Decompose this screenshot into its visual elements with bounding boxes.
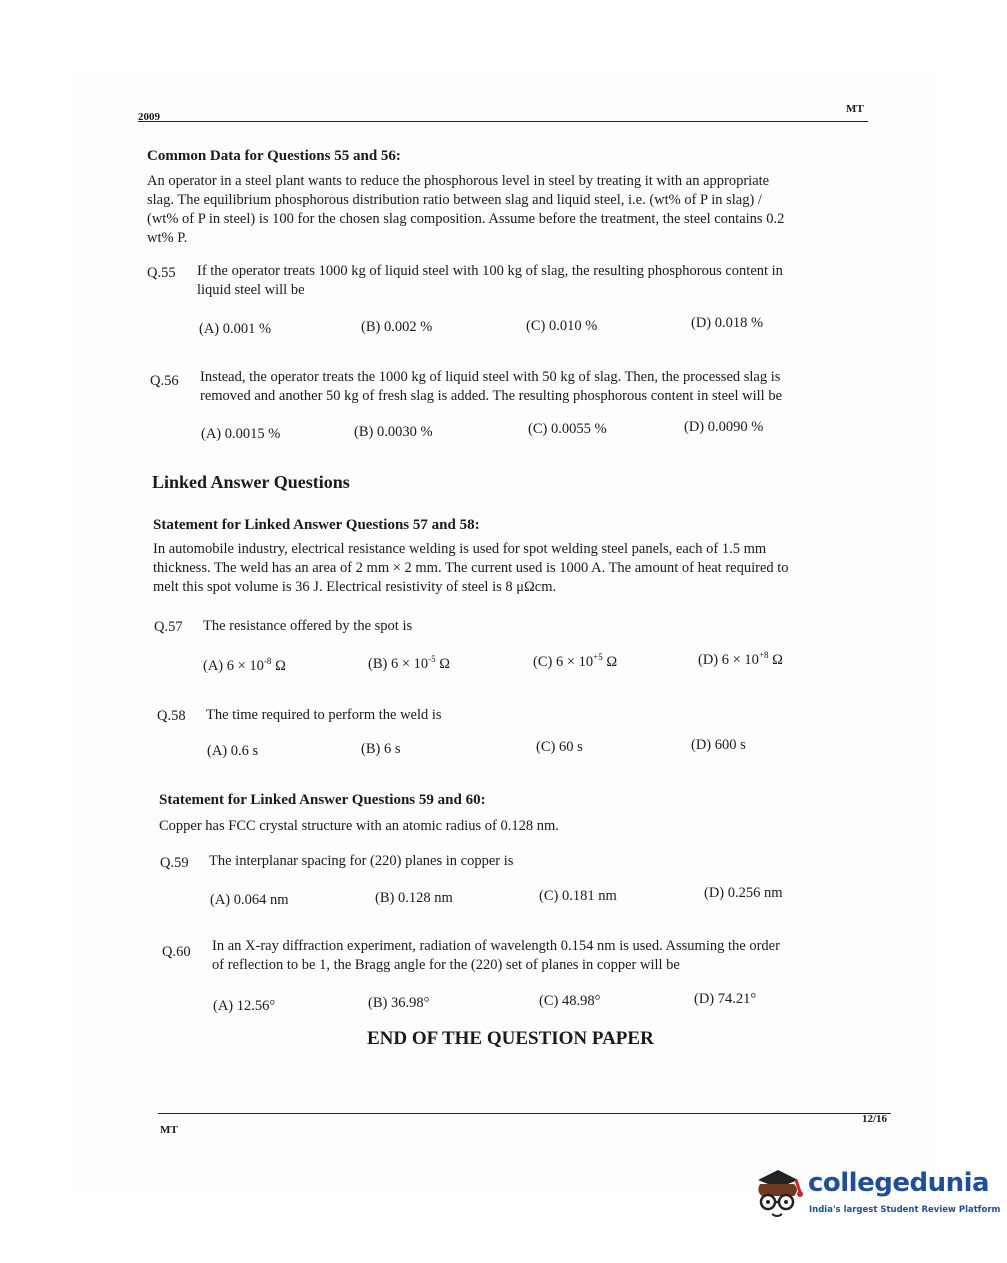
option-a: (A) 0.001 %: [199, 321, 272, 337]
para-line: (wt% of P in steel) is 100 for the chosen slag composition. Assume before the treatment, the steel contains 0.2: [147, 211, 785, 227]
option-unit: Ω: [768, 651, 783, 668]
option-a: (A) 0.6 s: [207, 743, 259, 759]
para-line: In automobile industry, electrical resistance welding is used for spot welding steel panels, each of 1.5 mm: [153, 541, 767, 557]
common-data-heading: Common Data for Questions 55 and 56:: [147, 148, 401, 164]
statement-59-60-heading: Statement for Linked Answer Questions 59 and 60:: [159, 792, 486, 808]
option-exponent: +5: [593, 652, 603, 662]
option-base: (C) 6 × 10: [533, 653, 594, 670]
option-c: (C) 60 s: [536, 739, 583, 755]
question-text: [200, 368, 875, 406]
para-line: melt this spot volume is 36 J. Electrical resistivity of steel is 8 μΩcm.: [153, 579, 557, 595]
option-d: [698, 650, 783, 669]
option-base: (B) 6 × 10: [368, 655, 429, 672]
statement-59-60-paragraph: Copper has FCC crystal structure with an atomic radius of 0.128 nm.: [159, 818, 559, 834]
question-text: The time required to perform the weld is: [206, 707, 442, 723]
question-text: [212, 937, 872, 975]
header-code: MT: [846, 103, 864, 115]
logo-tagline: India's largest Student Review Platform: [809, 1205, 1001, 1215]
option-b: (B) 0.0030 %: [354, 424, 433, 440]
common-data-paragraph: [147, 172, 867, 248]
option-b: (B) 6 s: [361, 741, 401, 757]
question-line: removed and another 50 kg of fresh slag is added. The resulting phosphorous content in steel will be: [200, 388, 783, 404]
option-base: (A) 6 × 10: [203, 657, 264, 674]
question-number: Q.57: [154, 619, 183, 635]
statement-57-58-paragraph: [153, 540, 873, 597]
option-unit: Ω: [271, 657, 286, 674]
para-line: wt% P.: [147, 230, 188, 246]
question-number: Q.55: [147, 265, 176, 281]
option-c: (C) 48.98°: [539, 993, 601, 1009]
option-unit: Ω: [435, 655, 451, 672]
option-a: (A) 0.064 nm: [210, 892, 289, 908]
option-exponent: -8: [263, 656, 272, 666]
option-exponent: +8: [758, 650, 769, 660]
option-b: [368, 654, 450, 673]
option-d: (D) 0.256 nm: [704, 885, 783, 901]
statement-57-58-heading: Statement for Linked Answer Questions 57 and 58:: [153, 517, 480, 533]
header-rule: [138, 121, 868, 122]
para-line: slag. The equilibrium phosphorous distribution ratio between slag and liquid steel, i.e. (wt% of P in slag) /: [147, 192, 762, 208]
option-c: [533, 652, 617, 671]
footer-rule: [158, 1113, 891, 1114]
option-d: (D) 0.018 %: [691, 315, 764, 331]
option-base: (D) 6 × 10: [698, 651, 759, 668]
question-number: Q.58: [157, 708, 186, 724]
question-text: [197, 262, 872, 300]
option-b: (B) 0.128 nm: [375, 890, 453, 906]
header-year: 2009: [138, 111, 160, 123]
option-d: (D) 600 s: [691, 737, 746, 753]
option-unit: Ω: [602, 653, 618, 670]
option-a: [203, 656, 286, 675]
option-d: (D) 0.0090 %: [684, 419, 764, 435]
question-line: Instead, the operator treats the 1000 kg of liquid steel with 50 kg of slag. Then, the processed slag is: [200, 369, 781, 385]
question-number: Q.59: [160, 855, 189, 871]
logo-wordmark: collegedunia: [808, 1168, 990, 1198]
option-exponent: -5: [428, 654, 436, 664]
option-c: (C) 0.181 nm: [539, 888, 617, 904]
question-text: The interplanar spacing for (220) planes in copper is: [209, 853, 514, 869]
mascot-icon: [750, 1162, 810, 1224]
option-b: (B) 36.98°: [368, 995, 430, 1011]
footer-page: 12/16: [862, 1113, 888, 1125]
option-c: (C) 0.0055 %: [528, 421, 607, 437]
option-a: (A) 12.56°: [213, 998, 276, 1014]
linked-answer-heading: Linked Answer Questions: [152, 472, 350, 492]
question-text: The resistance offered by the spot is: [203, 618, 413, 634]
para-line: An operator in a steel plant wants to reduce the phosphorous level in steel by treating it with an appropriate: [147, 173, 770, 189]
option-c: (C) 0.010 %: [526, 318, 598, 334]
question-line: of reflection to be 1, the Bragg angle for the (220) set of planes in copper will be: [212, 957, 680, 973]
question-number: Q.56: [150, 373, 179, 389]
option-d: (D) 74.21°: [694, 991, 757, 1007]
question-number: Q.60: [162, 944, 191, 960]
end-of-paper: END OF THE QUESTION PAPER: [367, 1028, 654, 1049]
option-b: (B) 0.002 %: [361, 319, 433, 335]
question-line: liquid steel will be: [197, 282, 305, 298]
question-line: In an X-ray diffraction experiment, radiation of wavelength 0.154 nm is used. Assuming the order: [212, 938, 780, 954]
question-line: If the operator treats 1000 kg of liquid steel with 100 kg of slag, the resulting phosphorous content in: [197, 263, 783, 279]
footer-code: MT: [160, 1124, 178, 1136]
para-line: thickness. The weld has an area of 2 mm × 2 mm. The current used is 1000 A. The amount of heat required to: [153, 560, 789, 576]
option-a: (A) 0.0015 %: [201, 426, 281, 442]
